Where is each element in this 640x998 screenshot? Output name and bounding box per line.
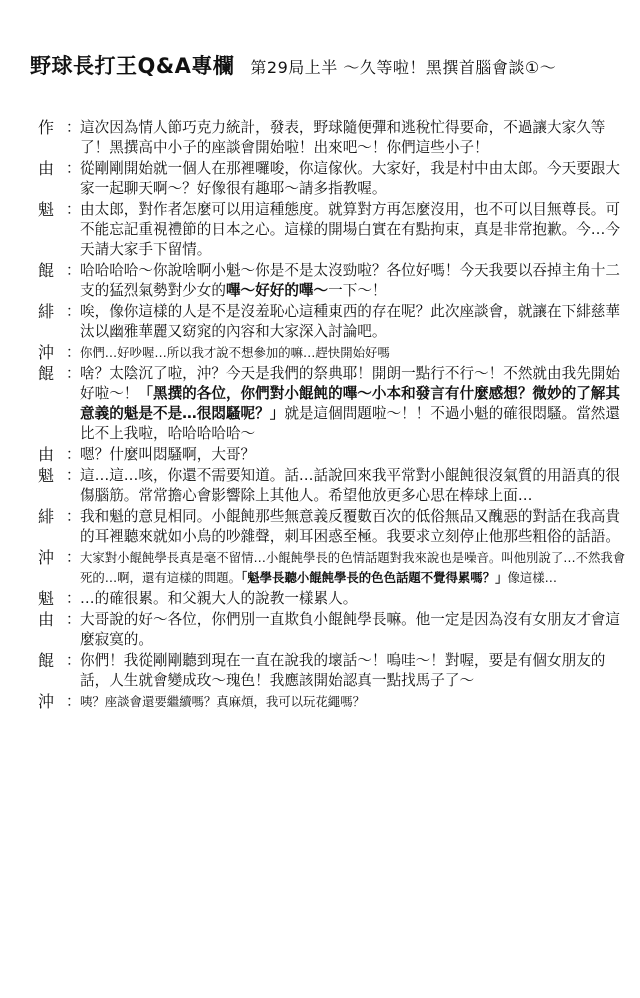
dialogue-text <box>80 466 633 506</box>
speaker-colon: ： <box>66 201 81 218</box>
dialogue-segment: 咦？座談會還要繼續嗎？真麻煩，我可以玩花繩嗎？ <box>80 694 365 709</box>
dialogue-line <box>38 343 633 363</box>
speaker-name: 緋 <box>38 302 55 321</box>
dialogue-line <box>38 466 633 506</box>
speaker-name: 緋 <box>38 507 55 526</box>
emphasized-question: 嗶～好好的嗶～ <box>225 282 329 299</box>
dialogue-line <box>38 548 633 588</box>
speaker-colon: ： <box>66 590 81 607</box>
dialogue-line <box>38 261 633 301</box>
dialogue-segment: 我和魁的意見相同。小餛飩那些無意義反覆數百次的低俗無品又醜惡的對話在我高貴的耳裡聽來就如小鳥的吵雜聲，刺耳困惑至極。我要求立刻停止他那些粗俗的話語。 <box>80 508 620 545</box>
speaker-name: 沖 <box>38 548 55 567</box>
dialogue-line <box>38 589 633 609</box>
dialogue-text <box>80 651 633 691</box>
dialogue-line <box>38 507 633 547</box>
speaker-colon: ： <box>66 262 81 279</box>
speaker-colon: ： <box>66 611 81 628</box>
dialogue-line <box>38 118 633 158</box>
dialogue-segment: 就是這個問題啦～！！不過小魁的確很悶騷。當然還比不上我啦，哈哈哈哈哈～ <box>80 405 620 442</box>
dialogue-text <box>80 118 633 158</box>
dialogue-line <box>38 364 633 444</box>
speaker-name: 魁 <box>38 589 55 608</box>
dialogue-text <box>80 261 633 301</box>
speaker-colon: ： <box>66 549 81 566</box>
dialogue-text <box>80 692 633 712</box>
dialogue-text <box>80 302 633 342</box>
dialogue-segment: 你們…好吵喔…所以我才說不想參加的嘛…趕快開始好嗎 <box>80 345 390 360</box>
speaker-colon: ： <box>66 303 81 320</box>
speaker-colon: ： <box>66 365 81 382</box>
column-header <box>30 50 630 90</box>
dialogue-segment: 一下～！ <box>328 282 387 299</box>
dialogue-segment: 你們！我從剛剛聽到現在一直在說我的壞話～！嗚哇～！對喔，要是有個女朋友的話，人生就會變成玫～瑰色！我應該開始認真一點找馬子了～ <box>80 652 606 689</box>
emphasized-question: 「黑撰的各位，你們對小餛飩的嗶～小本和發言有什麼感想？微妙的了解其意義的魁是不是…很悶騷呢？」 <box>80 385 620 422</box>
dialogue-segment: 從剛剛開始就一個人在那裡囉唆，你這傢伙。大家好，我是村中由太郎。今天要跟大家一起聊天啊～？好像很有趣耶～請多指教喔。 <box>80 160 620 197</box>
speaker-name: 由 <box>38 445 55 464</box>
speaker-colon: ： <box>66 652 81 669</box>
speaker-colon: ： <box>66 160 81 177</box>
dialogue-segment: 像這樣… <box>507 570 558 585</box>
speaker-colon: ： <box>66 508 81 525</box>
dialogue-text <box>80 445 633 465</box>
dialogue-text <box>80 200 633 260</box>
speaker-colon: ： <box>66 467 81 484</box>
dialogue-segment: 這次因為情人節巧克力統計，發表，野球隨便彈和逃稅忙得要命，不過讓大家久等了！黑撰高中小子的座談會開始啦！出來吧～！你們這些小子！ <box>80 119 606 156</box>
dialogue-list <box>38 118 633 713</box>
dialogue-segment: 由太郎，對作者怎麼可以用這種態度。就算對方再怎麼沒用，也不可以目無尊長。可不能忘記重視禮節的日本之心。這樣的開場白實在有點拘束，真是非常抱歉。今…今天請大家手下留情。 <box>80 201 620 258</box>
dialogue-line <box>38 610 633 650</box>
dialogue-segment: 大家對小餛飩學長真是毫不留情…小餛飩學長的色情話題對我來說也是噪音。叫他別說了…不然我會死的…啊，還有這樣的問題。 <box>80 550 626 585</box>
dialogue-text <box>80 343 633 363</box>
speaker-name: 由 <box>38 159 55 178</box>
speaker-colon: ： <box>66 693 81 710</box>
dialogue-segment: 啥？太陰沉了啦，沖？今天是我們的祭典耶！開朗一點行不行～！不然就由我先開始好啦～！ <box>80 365 620 402</box>
dialogue-line <box>38 302 633 342</box>
column-title: 野球長打王Q&A專欄 <box>30 54 235 78</box>
speaker-name: 餛 <box>38 364 55 383</box>
dialogue-text <box>80 159 633 199</box>
episode-title: 第29局上半 ～久等啦！黑撰首腦會談①～ <box>250 58 557 77</box>
dialogue-segment: 大哥說的好～各位，你們別一直欺負小餛飩學長嘛。他一定是因為沒有女朋友才會這麼寂寞的。 <box>80 611 620 648</box>
dialogue-text <box>80 610 633 650</box>
speaker-name: 由 <box>38 610 55 629</box>
speaker-name: 沖 <box>38 343 55 362</box>
emphasized-question: 「魁學長聽小餛飩學長的色色話題不覺得累嗎？」 <box>241 570 508 585</box>
speaker-name: 作 <box>38 118 55 137</box>
dialogue-text <box>80 364 633 444</box>
dialogue-line <box>38 159 633 199</box>
dialogue-line <box>38 200 633 260</box>
dialogue-text <box>80 548 633 588</box>
speaker-colon: ： <box>66 344 81 361</box>
speaker-name: 餛 <box>38 261 55 280</box>
dialogue-text <box>80 589 633 609</box>
speaker-name: 沖 <box>38 692 55 711</box>
dialogue-line <box>38 692 633 712</box>
speaker-name: 餛 <box>38 651 55 670</box>
dialogue-segment: …的確很累。和父親大人的說教一樣累人。 <box>80 590 358 607</box>
dialogue-line <box>38 445 633 465</box>
dialogue-line <box>38 651 633 691</box>
speaker-colon: ： <box>66 119 81 136</box>
speaker-name: 魁 <box>38 200 55 219</box>
dialogue-segment: 這…這…咳，你還不需要知道。話…話說回來我平常對小餛飩很沒氣質的用語真的很傷腦筋。常常擔心會影響除上其他人。希望他放更多心思在棒球上面… <box>80 467 620 504</box>
dialogue-segment: 哈哈哈哈～你說啥啊小魁～你是不是太沒勁啦？各位好嗎！今天我要以吞掉主角十二支的猛烈氣勢對少女的 <box>80 262 620 299</box>
dialogue-segment: 嗯？什麼叫悶騷啊，大哥？ <box>80 446 256 463</box>
dialogue-text <box>80 507 633 547</box>
dialogue-segment: 唉，像你這樣的人是不是沒羞恥心這種東西的存在呢？此次座談會，就讓在下緋慈華汰以幽雅華麗又窈窕的內容和大家深入討論吧。 <box>80 303 620 340</box>
speaker-name: 魁 <box>38 466 55 485</box>
speaker-colon: ： <box>66 446 81 463</box>
